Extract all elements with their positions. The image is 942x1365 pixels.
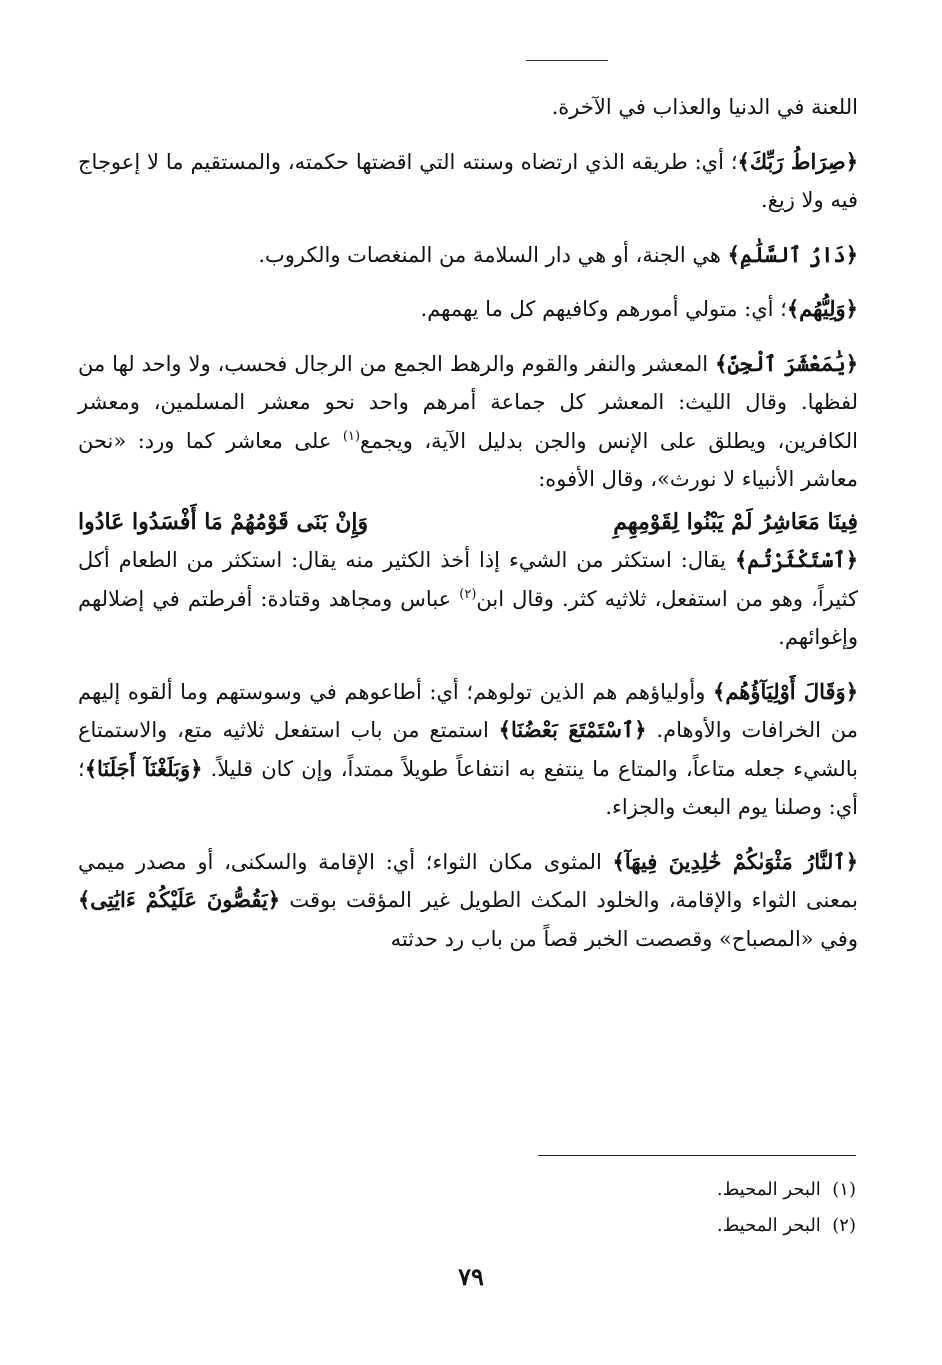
quran-term: ﴿يَقُصُّونَ عَلَيْكُمْ ءَايَٰتِى﴾ [78, 887, 281, 912]
paragraph-text: اللعنة في الدنيا والعذاب في الآخرة. [551, 95, 858, 119]
footnote-text: البحر المحيط. [716, 1215, 821, 1236]
paragraph-text: على معاشر كما ورد: «نحن معاشر الأنبياء لا نورث»، وقال الأفوه: [78, 428, 858, 491]
footnote-2 [520, 1208, 856, 1244]
paragraph-2 [78, 143, 858, 220]
footnote-number: (١) [832, 1179, 856, 1200]
quran-term: ﴿وَقَالَ أَوْلِيَآؤُهُم﴾ [713, 678, 858, 704]
paragraph-5 [78, 345, 858, 499]
poem-verse [78, 503, 858, 542]
paragraph-text: المثوى مكان الثواء؛ أي: الإقامة والسكنى، أو مصدر ميمي بمعنى الثواء والإقامة، والخلود المكث الطويل غير المؤقت بوقت [78, 849, 858, 912]
paragraph-7 [78, 673, 858, 827]
footnote-text: البحر المحيط. [716, 1179, 821, 1200]
quran-term: ﴿دَارُ ٱلسَّلَٰمِ﴾ [727, 241, 858, 267]
paragraph-8 [78, 843, 858, 959]
quran-term: ﴿وَلِيُّهُم﴾ [786, 296, 858, 321]
quran-term: ﴿ٱسْتَمْتَعَ بَعْضُنَا﴾ [498, 717, 647, 742]
paragraph-text: وأولياؤهم هم الذين تولوهم؛ أي: أطاعوهم في وسوستهم وما ألقوه إليهم من الخرافات والأوهام. [78, 679, 859, 742]
footnote-ref[interactable]: (٢) [459, 586, 477, 602]
paragraph-1 [78, 88, 858, 127]
paragraph-text: ؛ أي: وصلنا يوم البعث والجزاء. [78, 756, 858, 819]
paragraph-text: المعشر والنفر والقوم والرهط الجمع من الرجال فحسب، ولا واحد لها من لفظها. وقال الليث: المعشر كل جماعة أمرهم واحد نحو معشر المسلمين، ومعشر الكافرين، ويطلق على الإنس والجن بدليل الآية، ويجمع [78, 351, 858, 453]
page-number: ٧٩ [458, 1262, 484, 1291]
paragraph-text: استمتع من باب استفعل ثلاثيه متع، والاستمتاع بالشيء جعله متاعاً، والمتاع ما ينتفع به انتفاعاً طويلاً ممتداً، وإن كان قليلاً. [78, 718, 858, 781]
paragraph-4 [78, 290, 858, 329]
footnote-number: (٢) [832, 1215, 856, 1236]
header-rule [526, 60, 608, 61]
main-text [78, 88, 858, 958]
paragraph-text: عباس ومجاهد وقتادة: أفرطتم في إضلالهم وإغوائهم. [78, 586, 858, 649]
poem-hemistich-left: وَإِنْ بَنَى قَوْمُهُمْ مَا أَفْسَدُوا عَادُوا [78, 508, 369, 535]
quran-term: ﴿وَبَلَغْنَآ أَجَلَنَا﴾ [84, 755, 203, 781]
quran-term: ﴿ٱلنَّارُ مَثْوَىٰكُمْ خَٰلِدِينَ فِيهَآ﴾ [612, 848, 859, 874]
footnote-1 [520, 1172, 856, 1208]
paragraph-text: هي الجنة، أو هي دار السلامة من المنغصات والكروب. [258, 242, 728, 267]
footnote-ref[interactable]: (١) [342, 428, 361, 444]
footnotes [520, 1172, 856, 1244]
paragraph-6 [78, 541, 858, 657]
quran-term: ﴿ٱسْتَكْثَرْتُم﴾ [734, 547, 858, 572]
paragraph-3 [78, 236, 858, 275]
poem-hemistich-right: فِينَا مَعَاشِرُ لَمْ يَبْنُوا لِقَوْمِهِمِ [613, 508, 858, 535]
paragraph-text: ؛ أي: متولي أمورهم وكافيهم كل ما يهمهم. [420, 297, 787, 321]
footnote-rule [538, 1155, 856, 1156]
quran-term: ﴿يَٰمَعْشَرَ ٱلْجِنِّ﴾ [715, 350, 858, 376]
paragraph-text: وفي «المصباح» وقصصت الخبر قصاً من باب رد حدثته [390, 926, 858, 951]
paragraph-text: ؛ أي: طريقه الذي ارتضاه وسنته التي اقضتها حكمته، والمستقيم ما لا إعوجاج فيه ولا زيغ. [78, 149, 858, 212]
quran-term: ﴿صِرَاطُ رَبِّكَ﴾ [737, 148, 859, 174]
paragraph-text: يقال: استكثر من الشيء إذا أخذ الكثير منه يقال: استكثر من الطعام أكل كثيراً، وهو من استفعل، ثلاثيه كثر. وقال ابن [78, 548, 858, 611]
